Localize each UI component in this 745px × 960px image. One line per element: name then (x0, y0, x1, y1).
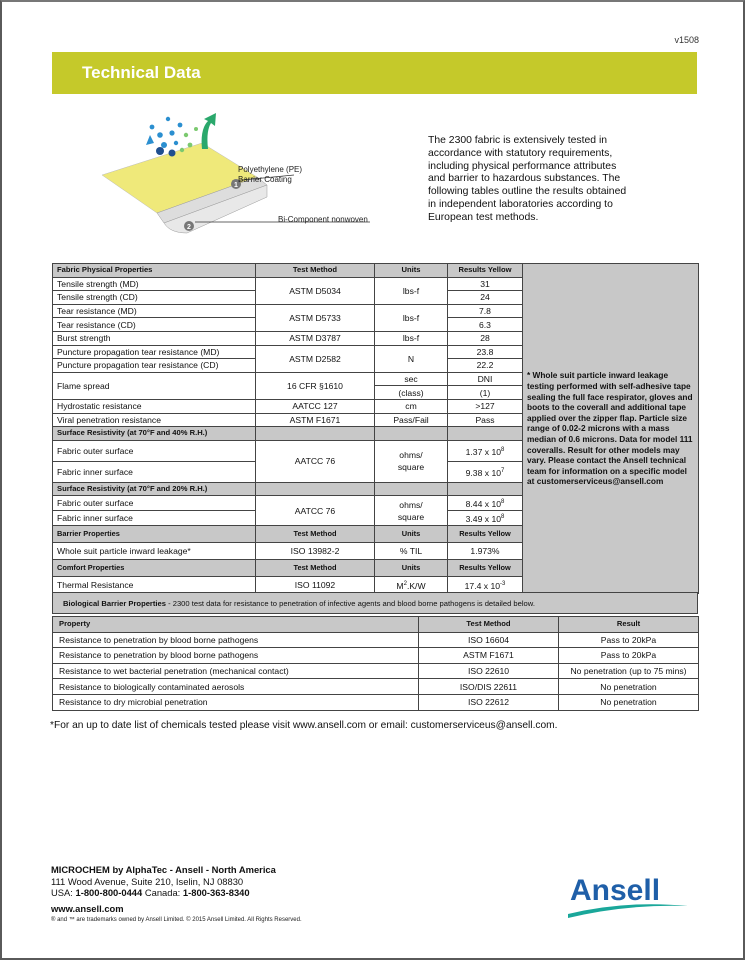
table-row: Tear resistance (CD) 6.3 (53, 318, 699, 332)
address: 111 Wood Avenue, Suite 210, Iselin, NJ 08830 (51, 875, 244, 887)
fabric-layer-illustration (52, 105, 382, 245)
table-header-row: Property Test Method Result (53, 617, 699, 633)
table-header-row (53, 264, 699, 278)
table-row: Whole suit particle inward leakage* ISO 13982-2 % TIL 1.973% (53, 543, 699, 560)
callout-1: 1 (234, 182, 238, 189)
biological-barrier-table (52, 616, 699, 711)
table-row: Puncture propagation tear resistance (MD) ASTM D2582 N 23.8 (53, 345, 699, 359)
barrier-header-row: Barrier Properties Test Method Units Results Yellow (53, 526, 699, 543)
table-row: Puncture propagation tear resistance (CD) 22.2 (53, 359, 699, 373)
svg-text:Ansell: Ansell (570, 874, 661, 907)
table-row: Resistance to dry microbial penetration ISO 22612 No penetration (53, 694, 699, 710)
table-row: Tensile strength (CD) 24 (53, 291, 699, 305)
table-row: Thermal Resistance ISO 11092 $M^2.K/W$ 17.4 x $10^{-3}$ (53, 577, 699, 594)
header-results: Results Yellow (448, 264, 523, 278)
table-row: Tensile strength (MD) ASTM D5034 lbs-f 31 (53, 277, 699, 291)
intro-paragraph: The 2300 fabric is extensively tested in accordance with statutory requirements, including physical performance attributes and barrier to hazardous substances. The following tables outline the results obtained in independent laboratories according to European test methods. (428, 135, 627, 223)
pe-label-2: Barrier Coating (238, 175, 292, 184)
chemicals-footnote: *For an up to date list of chemicals tested please visit www.ansell.com or email: customerserviceus@ansell.com. (50, 720, 558, 731)
resistivity-20-header: Surface Resistivity (at 70°F and 20% R.H.) (53, 482, 699, 496)
table-row: Resistance to biologically contaminated aerosols ISO/DIS 22611 No penetration (53, 679, 699, 695)
nonwoven-label: Bi-Component nonwoven (278, 215, 368, 224)
table-row: Resistance to penetration by blood borne pathogens ISO 16604 Pass to 20kPa (53, 632, 699, 648)
table-row: (class) (1) (53, 386, 699, 400)
table-row: Viral penetration resistance ASTM F1671 Pass/Fail Pass (53, 413, 699, 427)
website-link[interactable]: www.ansell.com (51, 902, 124, 914)
title-banner (52, 52, 697, 94)
header-units: Units (375, 264, 448, 278)
table-row: Burst strength ASTM D3787 lbs-f 28 (53, 331, 699, 345)
table-row: Tear resistance (MD) ASTM D5733 lbs-f 7.8 (53, 304, 699, 318)
legal-text: ® and ™ are trademarks owned by Ansell Limited. © 2015 Ansell Limited. All Rights Reserved. (51, 917, 302, 923)
usa-phone: 1-800-800-0444 (75, 887, 143, 898)
company-name: MICROCHEM by AlphaTec - Ansell - North America (51, 864, 276, 875)
resistivity-40-header: Surface Resistivity (at 70°F and 40% R.H.) (53, 427, 699, 441)
pe-label: Polyethylene (PE) (238, 165, 303, 174)
table-row: Fabric outer surface AATCC 76 ohms/ square 1.37 x $10^8$ (53, 440, 699, 461)
phone-line: USA: 1-800-800-0444 Canada: 1-800-363-8340 (51, 887, 250, 898)
header-test-method: Test Method (256, 264, 375, 278)
footer-contact (51, 864, 276, 914)
side-note-text: * Whole suit particle inward leakage testing performed with self-adhesive tape sealing the full face respirator, gloves and boots to the coverall and additional tape applied over the zipper flap. Particle size range of 0.02-2 microns with a mass median of 0.6 microns. Data for model 111 coveralls. Result for other models may vary. Please contact the Ansell technical team for information on a specific model at (527, 370, 693, 487)
callout-2: 2 (187, 224, 191, 231)
canada-phone: 1-800-363-8340 (182, 887, 250, 898)
table-row: Fabric inner surface 9.38 x $10^7$ (53, 461, 699, 482)
header-property: Fabric Physical Properties (53, 264, 256, 278)
table-row: Hydrostatic resistance AATCC 127 cm >127 (53, 399, 699, 413)
physical-properties-table (52, 263, 699, 594)
table-row: Resistance to penetration by blood borne pathogens ASTM F1671 Pass to 20kPa (53, 648, 699, 664)
biological-barrier-header (52, 592, 698, 614)
table-row: Fabric outer surface AATCC 76 ohms/ square 8.44 x $10^8$ (53, 496, 699, 511)
table-row: Fabric inner surface 3.49 x $10^8$ (53, 511, 699, 526)
banner-title: Technical Data (82, 63, 201, 82)
bio-title: Biological Barrier Properties (63, 599, 166, 608)
ansell-logo (566, 870, 690, 920)
bio-desc: - 2300 test data for resistance to penetration of infective agents and blood borne pathogens is detailed below. (165, 599, 535, 608)
table-row: Flame spread 16 CFR §1610 sec DNI (53, 372, 699, 386)
side-note (523, 264, 699, 594)
version-label: v1508 (674, 35, 699, 45)
table-row: Resistance to wet bacterial penetration (mechanical contact) ISO 22610 No penetration (up to 75 mins) (53, 663, 699, 679)
comfort-header-row: Comfort Properties Test Method Units Results Yellow (53, 560, 699, 577)
side-note-email: customerserviceus@ansell.com (536, 476, 664, 487)
